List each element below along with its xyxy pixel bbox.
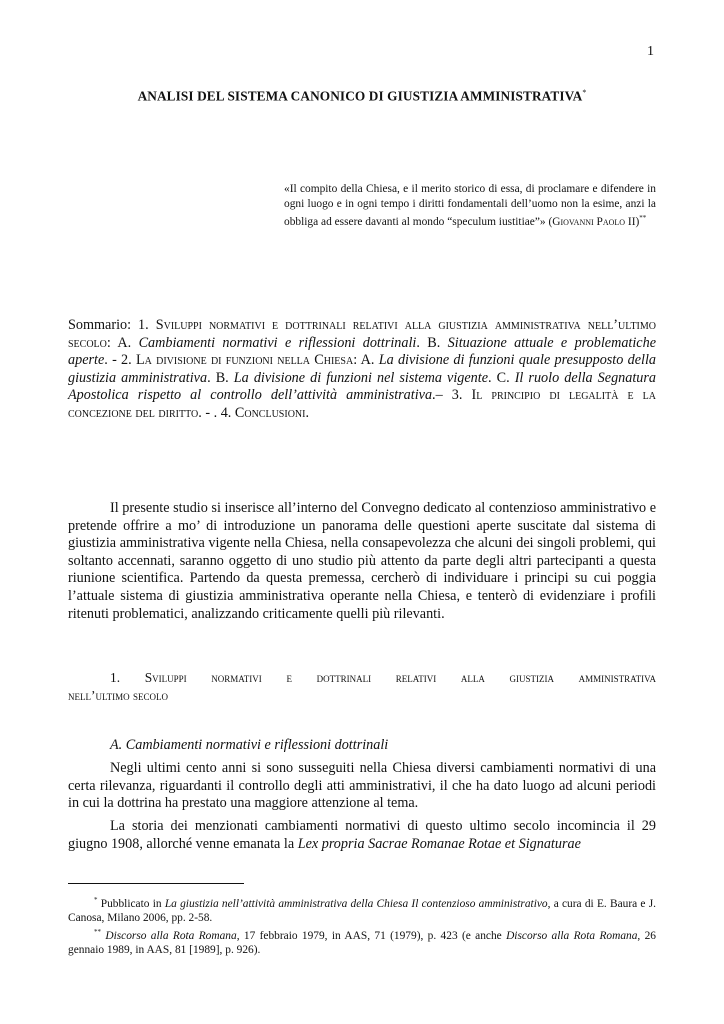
- epigraph: [284, 182, 656, 230]
- summary-section-1b: Situazione attuale e problematiche aperte: [68, 334, 656, 369]
- section-1-heading-line2: nell’ultimo secolo: [68, 688, 168, 703]
- summary: Sommario: 1. Sviluppi normativi e dottrinali relativi alla giustizia amministrativa nell’ultimo secolo: A. Cambiamenti normativi e riflessioni dottrinali. B. Situazione attuale e problematiche aperte. - 2. La divisione di funzioni nella Chiesa: A. La divisione di funzioni quale presupposto della giustizia amministrativa. B. La divisione di funzioni nel sistema vigente. C. Il ruolo della Segnatura Apostolica rispetto al controllo dell’attività amministrativa.– 3. Il principio di legalità e la concezione del diritto. - . 4. Conclusioni.: [68, 317, 657, 421]
- page-number: 1: [647, 44, 654, 59]
- summary-section-2: La divisione di funzioni nella Chiesa: [135, 352, 354, 369]
- footnotes: [68, 893, 656, 957]
- subsection-a-heading: A. Cambiamenti normativi e riflessioni dottrinali: [110, 737, 389, 753]
- epigraph-attribution: (Giovanni Paolo II): [548, 215, 640, 228]
- document-title: [70, 88, 654, 104]
- summary-section-4: Conclusioni: [234, 404, 306, 421]
- lex-propria-title: Lex propria Sacrae Romanae Rotae et Signaturae: [297, 835, 581, 852]
- footnote-2-mark: **: [94, 928, 101, 937]
- summary-section-1a: Cambiamenti normativi e riflessioni dottrinali: [138, 334, 417, 351]
- intro-paragraph: Il presente studio si inserisce all’interno del Convegno dedicato al contenzioso amministrativo e pretende offrire a mo’ di introduzione un panorama delle questioni aperte suscitate dal sistema di giustizia amministrativa vigente nella Chiesa, nella consapevolezza che alcuni dei singoli problemi, qui soltanto accennati, saranno oggetto di uno studio più attento da parte degli altri partecipanti a questa riunione scientifica. Partendo da questa premessa, cercherò di individuare i principi su cui poggia l’attuale sistema di giustizia amministrativa operante nella Chiesa, e tenterò di evidenziare i profili ritenuti problematici, analizzando criticamente quelli più rilevanti.: [68, 500, 656, 622]
- footnote-1: * Pubblicato in La giustizia nell’attività amministrativa della Chiesa Il contenzioso amministrativo, a cura di E. Baura e J. Canosa, Milano 2006, pp. 2-58.: [68, 896, 657, 924]
- paragraph-3: La storia dei menzionati cambiamenti normativi di questo ultimo secolo incomincia il 29 giugno 1908, allorché venne emanata la Lex propria Sacrae Romanae Rotae et Signaturae: [68, 818, 656, 852]
- footnote-divider: [68, 883, 244, 884]
- epigraph-text: «Il compito della Chiesa, e il merito storico di essa, di proclamare e difendere in ogni luogo e in ogni tempo i diritti fondamentali dell’uomo non la esime, anzi la obbliga ad essere davanti al mondo “speculum iustitiae”»: [284, 183, 656, 228]
- summary-section-2b: La divisione di funzioni nel sistema vigente: [233, 369, 488, 386]
- epigraph-footnote-mark[interactable]: **: [639, 214, 647, 223]
- summary-section-2a: La divisione di funzioni quale presupposto della giustizia amministrativa: [68, 352, 656, 386]
- section-1-heading-line1: 1. Sviluppi normativi e dottrinali relativi alla giustizia amministrativa: [110, 670, 657, 685]
- footnote-1-mark: *: [94, 896, 98, 904]
- section-1-heading: [68, 669, 656, 705]
- summary-label: Sommario: 1.: [68, 317, 156, 333]
- paragraph-2: Negli ultimi cento anni si sono susseguiti nella Chiesa diversi cambiamenti normativi di una certa rilevanza, riguardanti il controllo degli atti amministrativi, il che ha dato luogo ad alcuni periodi in cui la dottrina ha prestato una maggiore attenzione al tema.: [68, 760, 656, 812]
- summary-section-2c: Il ruolo della Segnatura Apostolica rispetto al controllo dell’attività amministrativa: [68, 369, 657, 404]
- title-footnote-mark[interactable]: *: [582, 88, 587, 97]
- title-text: ANALISI DEL SISTEMA CANONICO DI GIUSTIZIA AMMINISTRATIVA: [137, 88, 583, 104]
- summary-section-3: Il principio di legalità e la concezione del diritto: [68, 387, 657, 421]
- footnote-2: ** Discorso alla Rota Romana, 17 febbraio 1979, in AAS, 71 (1979), p. 423 (e anche Discorso alla Rota Romana, 26 gennaio 1989, in AAS, 81 [1989], p. 926).: [68, 928, 656, 957]
- summary-section-1: Sviluppi normativi e dottrinali relativi alla giustizia amministrativa nell’ultimo secolo: [68, 317, 656, 351]
